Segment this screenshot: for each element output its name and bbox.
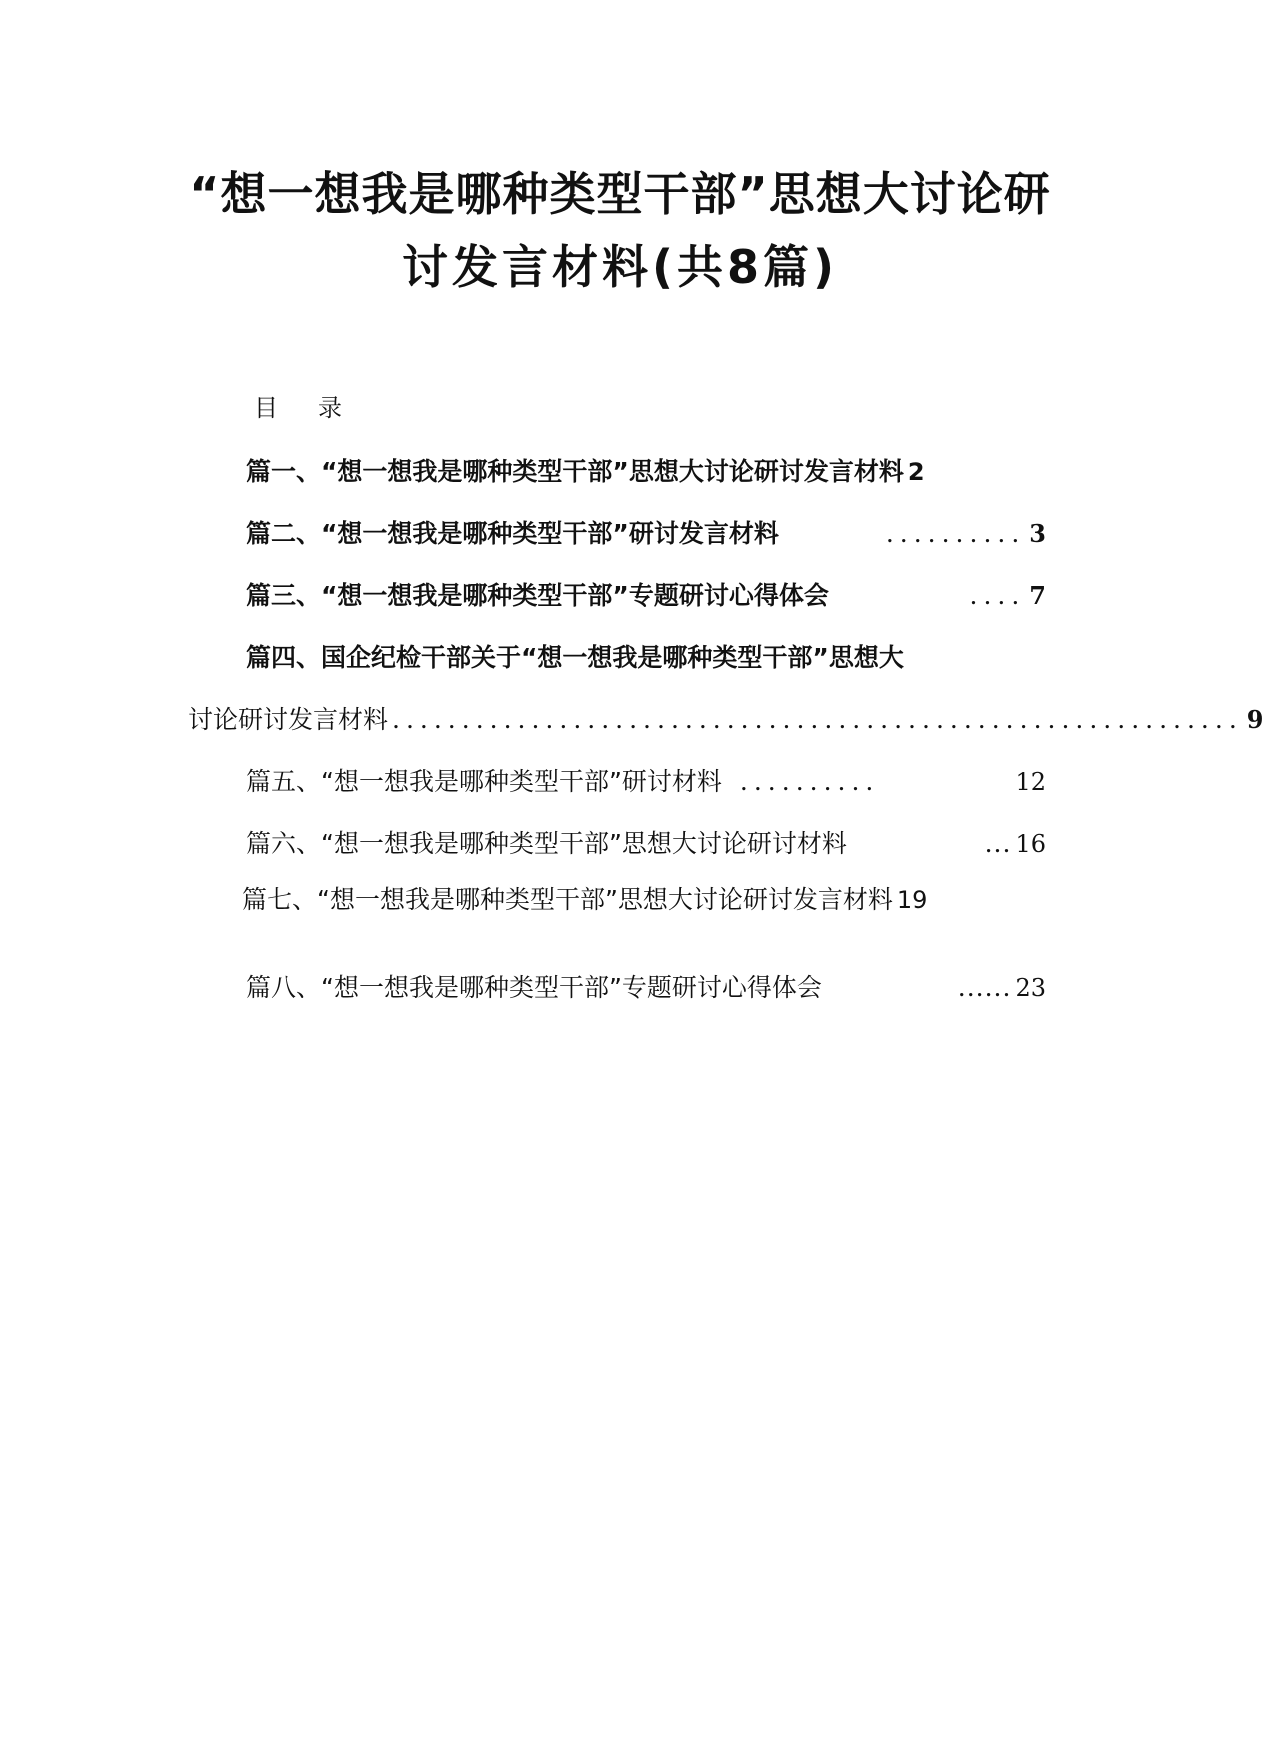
toc-entry-leader-dots: ..........	[885, 519, 1026, 548]
toc-entry-4-continuation[interactable]	[188, 702, 1263, 738]
toc-entry-2[interactable]	[246, 516, 1046, 552]
toc-entry-page: 9	[1246, 705, 1263, 734]
toc-entry-label: 篇四、国企纪检干部关于“想一想我是哪种类型干部”思想大	[246, 643, 904, 672]
toc-entry-page: 12	[1015, 768, 1046, 796]
toc-entry-5[interactable]	[246, 764, 1046, 800]
toc-entry-6[interactable]	[246, 826, 1046, 862]
toc-entry-1[interactable]	[246, 454, 1056, 490]
toc-entry-label-continued: 讨论研讨发言材料	[188, 705, 389, 734]
toc-heading	[254, 392, 342, 424]
toc-entry-4[interactable]	[246, 640, 1046, 676]
toc-entry-label: 篇二、“想一想我是哪种类型干部”研讨发言材料	[246, 519, 779, 548]
toc-entry-label: 篇一、“想一想我是哪种类型干部”思想大讨论研讨发言材料	[246, 457, 904, 486]
toc-entry-leader-dots: ..........	[739, 767, 880, 796]
toc-entry-page: 19	[896, 886, 928, 914]
toc-entry-leader-dots: ......	[957, 973, 1012, 1002]
toc-entry-page: 7	[1029, 581, 1046, 610]
toc-entry-leader-dots: .............................................................	[392, 705, 1243, 734]
toc-entry-page: 23	[1015, 974, 1046, 1002]
toc-entry-label: 篇七、“想一想我是哪种类型干部”思想大讨论研讨发言材料	[242, 885, 893, 914]
toc-heading-char-1: 目	[254, 394, 278, 422]
toc-entry-leader-dots: ...	[984, 829, 1012, 858]
toc-entry-3[interactable]	[246, 578, 1046, 614]
toc-entry-page: 16	[1015, 830, 1046, 858]
toc-entry-label: 篇五、“想一想我是哪种类型干部”研讨材料	[246, 767, 722, 796]
toc-entry-leader-dots: ....	[969, 581, 1026, 610]
document-title-line-1: “想一想我是哪种类型干部”思想大讨论研	[189, 167, 1051, 221]
toc-entry-8[interactable]	[246, 970, 1046, 1006]
toc-entry-7[interactable]	[242, 882, 1072, 918]
toc-entry-label: 篇六、“想一想我是哪种类型干部”思想大讨论研讨材料	[246, 829, 847, 858]
toc-entry-label: 篇三、“想一想我是哪种类型干部”专题研讨心得体会	[246, 581, 829, 610]
toc-entry-page: 2	[907, 458, 925, 486]
toc-entry-label: 篇八、“想一想我是哪种类型干部”专题研讨心得体会	[246, 973, 822, 1002]
document-title-line-2: 讨发言材料(共8篇)	[401, 240, 839, 294]
toc-heading-char-2: 录	[318, 394, 342, 422]
toc-entry-page: 3	[1029, 519, 1046, 548]
